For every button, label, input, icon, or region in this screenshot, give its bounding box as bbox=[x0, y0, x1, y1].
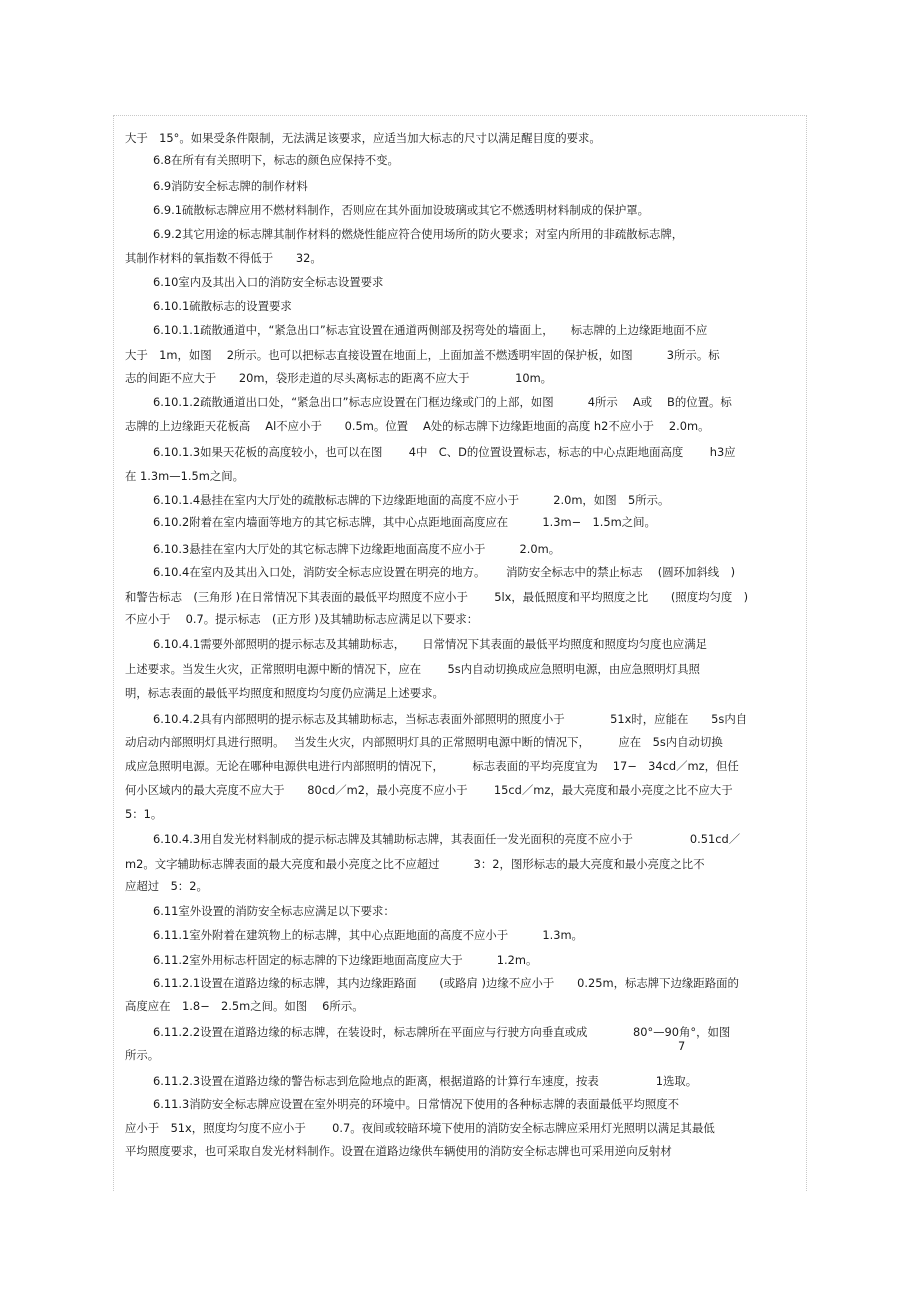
text-line: 在 1.3m—1.5m之间。 bbox=[125, 469, 244, 483]
text-line: 成应急照明电源。无论在哪种电源供电进行内部照明的情况下， 标志表面的平均亮度宜为 17− 34cd／mz，但任 bbox=[125, 759, 739, 773]
text-line: 志的间距不应大于 20m，袋形走道的尽头离标志的距离不应大于 10m。 bbox=[125, 371, 553, 385]
text-line: 6.11.2.3设置在道路边缘的警告标志到危险地点的距离，根据道路的计算行车速度，按表 1选取。 bbox=[153, 1074, 698, 1088]
text-line: 明，标志表面的最低平均照度和照度均匀度仍应满足上述要求。 bbox=[125, 686, 444, 700]
text-line: 6.11.3消防安全标志牌应设置在室外明亮的环境中。日常情况下使用的各种标志牌的表面最低平均照度不 bbox=[153, 1097, 680, 1111]
text-line: 6.10.4.2具有内部照明的提示标志及其辅助标志，当标志表面外部照明的照度小于 51x时，应能在 5s内自 bbox=[153, 712, 748, 726]
section-heading: 6.10.1硫散标志的设置要求 bbox=[153, 299, 292, 313]
text-line: 5：1。 bbox=[125, 807, 163, 821]
text-line: 6.10.2附着在室内墙面等地方的其它标志牌，其中心点距地面高度应在 1.3m− 1.5m之间。 bbox=[153, 515, 656, 529]
text-line: 何小区域内的最大亮度不应大于 80cd／m2，最小亮度不应小于 15cd／mz，最大亮度和最小亮度之比不应大于 bbox=[125, 783, 733, 797]
text-line: 6.10.1.1疏散通道中，“紧急出口”标志宜设置在通道两侧部及拐弯处的墙面上， 标志牌的上边缘距地面不应 bbox=[153, 323, 708, 337]
section-heading: 6.9消防安全标志牌的制作材料 bbox=[153, 179, 308, 193]
text-line: 6.11.2.2设置在道路边缘的标志牌，在装设时，标志牌所在平面应与行驶方向垂直或成 80°—90角°，如图 bbox=[153, 1025, 731, 1039]
text-line: 6.8在所有有关照明下，标志的颜色应保持不变。 bbox=[153, 153, 399, 167]
text-line: m2。文字辅助标志牌表面的最大亮度和最小亮度之比不应超过 3：2，图形标志的最大亮度和最小亮度之比不 bbox=[125, 857, 705, 871]
text-line: 不应小于 0.7。提示标志 (正方形 )及其辅助标志应满足以下要求： bbox=[125, 612, 479, 626]
text-line: 6.10.4.1需要外部照明的提示标志及其辅助标志， 日常情况下其表面的最低平均照度和照度均匀度也应满足 bbox=[153, 637, 707, 651]
text-line: 6.10.1.4悬挂在室内大厅处的疏散标志牌的下边缘距地面的高度不应小于 2.0m，如图 5所示。 bbox=[153, 493, 670, 507]
text-line: 6.10.3悬挂在室内大厅处的其它标志牌下边缘距地面高度不应小于 2.0m。 bbox=[153, 542, 561, 556]
text-line: 大于 15°。如果受条件限制，无法满足该要求，应适当加大标志的尺寸以满足醒目度的要求。 bbox=[125, 131, 601, 145]
text-line: 应超过 5：2。 bbox=[125, 879, 208, 893]
section-heading: 6.11室外设置的消防安全标志应满足以下要求： bbox=[153, 904, 395, 918]
text-line: 其制作材料的氧指数不得低于 32。 bbox=[125, 251, 322, 265]
text-line: 6.10.4在室内及其出入口处，消防安全标志应设置在明亮的地方。 消防安全标志中的禁止标志 (圆环加斜线 ) bbox=[153, 565, 736, 579]
section-heading: 6.10室内及其出入口的消防安全标志设置要求 bbox=[153, 275, 384, 289]
text-line: 和警告标志 (三角形 )在日常情况下其表面的最低平均照度不应小于 5lx，最低照度和平均照度之比 (照度均匀度 ) bbox=[125, 590, 749, 604]
text-line: 动启动内部照明灯具进行照明。 当发生火灾，内部照明灯具的正常照明电源中断的情况下， 应在 5s内自动切换 bbox=[125, 735, 723, 749]
text-line: 上述要求。当发生火灾，正常照明电源中断的情况下，应在 5s内自动切换成应急照明电源，由应急照明灯具照 bbox=[125, 662, 700, 676]
text-line: 6.11.2.1设置在道路边缘的标志牌，其内边缘距路面 (或路肩 )边缘不应小于 0.25m，标志牌下边缘距路面的 bbox=[153, 976, 739, 990]
text-line: 大于 1m，如图 2所示。也可以把标志直接设置在地面上，上面加盖不燃透明牢固的保护板，如图 3所示。标 bbox=[125, 348, 720, 362]
text-line: 6.9.2其它用途的标志牌其制作材料的燃烧性能应符合使用场所的防火要求；对室内所用的非疏散标志牌， bbox=[153, 227, 684, 241]
text-line: 平均照度要求，也可采取自发光材料制作。设置在道路边缘供车辆使用的消防安全标志牌也可采用逆向反射材 bbox=[125, 1144, 672, 1158]
text-line: 6.10.1.2疏散通道出口处，“紧急出口”标志应设置在门框边缘或门的上部，如图 4所示 A或 B的位置。标 bbox=[153, 395, 732, 409]
figure-ref: 7 bbox=[678, 1039, 686, 1053]
text-line: 所示。 bbox=[125, 1048, 160, 1062]
text-line: 6.10.1.3如果天花板的高度较小，也可以在图 4中 C、D的位置设置标志，标志的中心点距地面高度 h3应 bbox=[153, 445, 736, 459]
text-line: 高度应在 1.8− 2.5m之间。如图 6所示。 bbox=[125, 999, 364, 1013]
text-line: 6.11.1室外附着在建筑物上的标志牌，其中心点距地面的高度不应小于 1.3m。 bbox=[153, 928, 583, 942]
text-line: 志牌的上边缘距天花板高 Al不应小于 0.5m。位置 A处的标志牌下边缘距地面的高度 h2不应小于 2.0m。 bbox=[125, 419, 710, 433]
text-line: 6.11.2室外用标志杆固定的标志牌的下边缘距地面高度应大于 1.2m。 bbox=[153, 953, 538, 967]
text-line: 6.9.1硫散标志牌应用不燃材料制作，否则应在其外面加设玻璃或其它不燃透明材料制成的保护罩。 bbox=[153, 203, 650, 217]
text-line: 应小于 51x，照度均匀度不应小于 0.7。夜间或较暗环境下使用的消防安全标志牌应采用灯光照明以满足其最低 bbox=[125, 1121, 715, 1135]
text-line: 6.10.4.3用自发光材料制成的提示标志牌及其辅助标志牌，其表面任一发光面积的亮度不应小于 0.51cd／ bbox=[153, 832, 741, 846]
